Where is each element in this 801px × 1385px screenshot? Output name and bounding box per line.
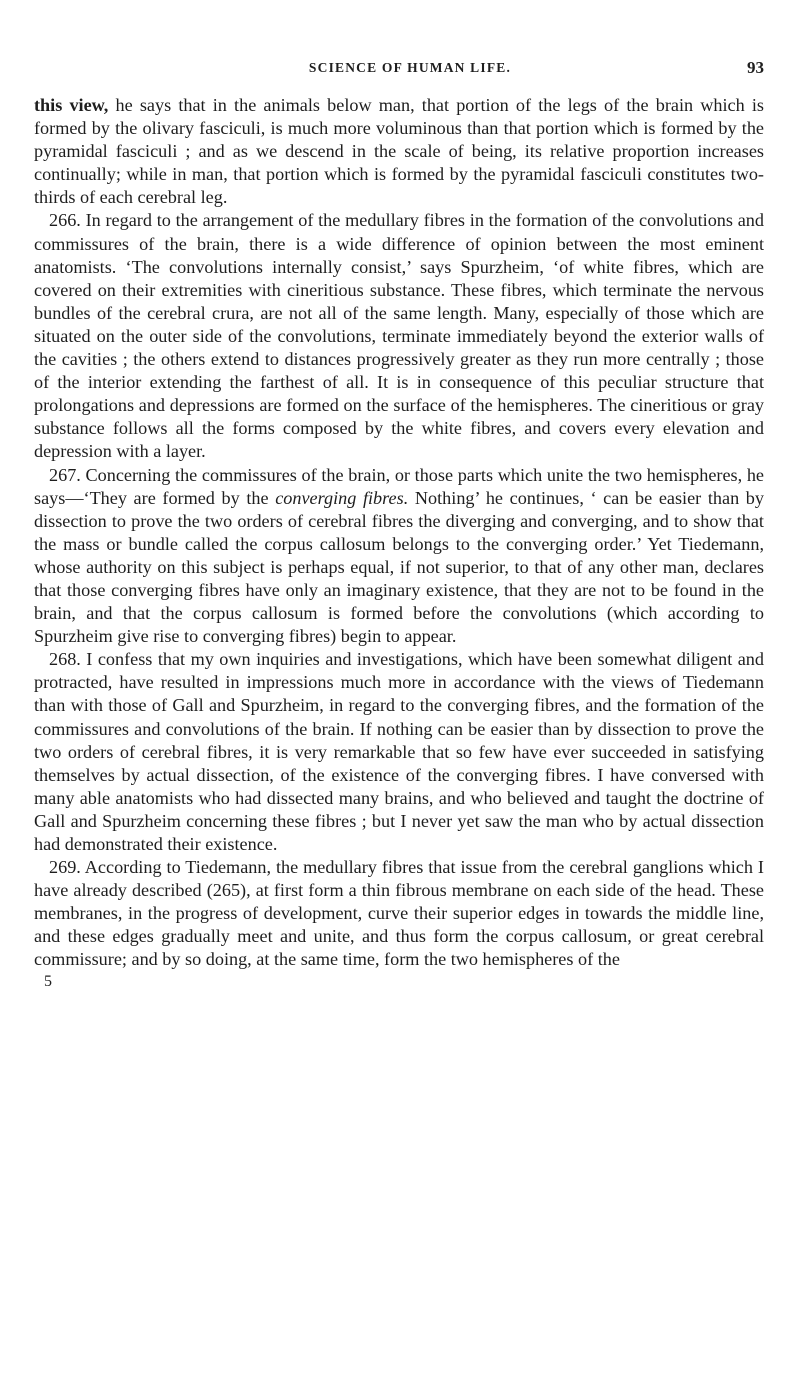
paragraph-lead: this view, — [34, 95, 109, 115]
paragraph-text: he says that in the animals below man, that portion of the legs of the brain which is formed by the olivary fasciculi, is much more voluminous than that portion which is formed by the pyramidal fasciculi ; and as we descend in the scale of being, its relative proportion increases continually; while in man, that portion which is formed by the pyramidal fasciculi constitutes two-thirds of each cerebral leg. — [34, 95, 764, 208]
paragraph-269: 269. According to Tiedemann, the medullary fibres that issue from the cerebral ganglions which I have already described (265), at first form a thin fibrous membrane on each side of the head. These membranes, in the progress of development, curve their superior edges in towards the middle line, and these edges gradually meet and unite, and thus form the corpus callosum, or great cerebral commissure; and by so doing, at the same time, form the two hemispheres of the — [34, 857, 764, 970]
book-page — [0, 60, 801, 1385]
paragraph-267-emphasis: converging fibres. — [275, 487, 409, 508]
signature-mark: 5 — [44, 972, 52, 990]
paragraph-267-part-b: Nothing’ he continues, ‘ can be easier than by dissection to prove the two orders of cerebral fibres the diverging and converging, and to show that the mass or bundle called the corpus callosum belongs to the converging order.’ Yet Tiedemann, whose authority on this subject is perhaps equal, if not superior, to that of any other man, declares that those converging fibres have only an imaginary existence, that they are not to be found in the brain, and that the corpus callosum is formed before the convolutions (which according to Spurzheim give rise to converging fibres) begin to appear. — [34, 487, 764, 647]
paragraph-268: 268. I confess that my own inquiries and investigations, which have been somewhat diligent and protracted, have resulted in impressions much more in accordance with the views of Tiedemann than with those of Gall and Spurzheim, in regard to the converging fibres, and the formation of the commissures and convolutions of the brain. If nothing can be easier than by dissection to prove the two orders of cerebral fibres, it is very remarkable that so few have ever succeeded in satisfying themselves by actual dissection, of the existence of the converging fibres. I have conversed with many able anatomists who had dissected many brains, and who believed and taught the doctrine of Gall and Spurzheim concerning these fibres ; but I never yet saw the man who by actual dissection had demonstrated their existence. — [34, 649, 764, 854]
paragraph-continuation — [34, 94, 764, 209]
running-head — [34, 60, 764, 94]
paragraph-267-part-a: 267. Concerning the commissures of the brain, or those parts which unite the two hemispheres, he says—‘They are formed by the — [34, 464, 764, 508]
body-text — [34, 94, 764, 972]
paragraph-267 — [34, 464, 764, 649]
page-number: 93 — [747, 58, 764, 77]
paragraph-266: 266. In regard to the arrangement of the medullary fibres in the formation of the convolutions and commissures of the brain, there is a wide difference of opinion between the most eminent anatomists. ‘The convolutions internally consist,’ says Spurzheim, ‘of white fibres, which are covered on their extremities with cineritious substance. These fibres, which terminate the nervous bundles of the cerebral crura, are not all of the same length. Many, especially of those which are situated on the outer side of the convolutions, terminate immediately beyond the exterior walls of the cavities ; the others extend to distances progressively greater as they run more centrally ; those of the interior extending the farthest of all. It is in consequence of this peculiar structure that prolongations and depressions are formed on the surface of the hemispheres. The cineritious or gray substance follows all the forms composed by the white fibres, and covers every elevation and depression with a layer. — [34, 210, 764, 462]
running-title: SCIENCE OF HUMAN LIFE. — [308, 60, 512, 75]
